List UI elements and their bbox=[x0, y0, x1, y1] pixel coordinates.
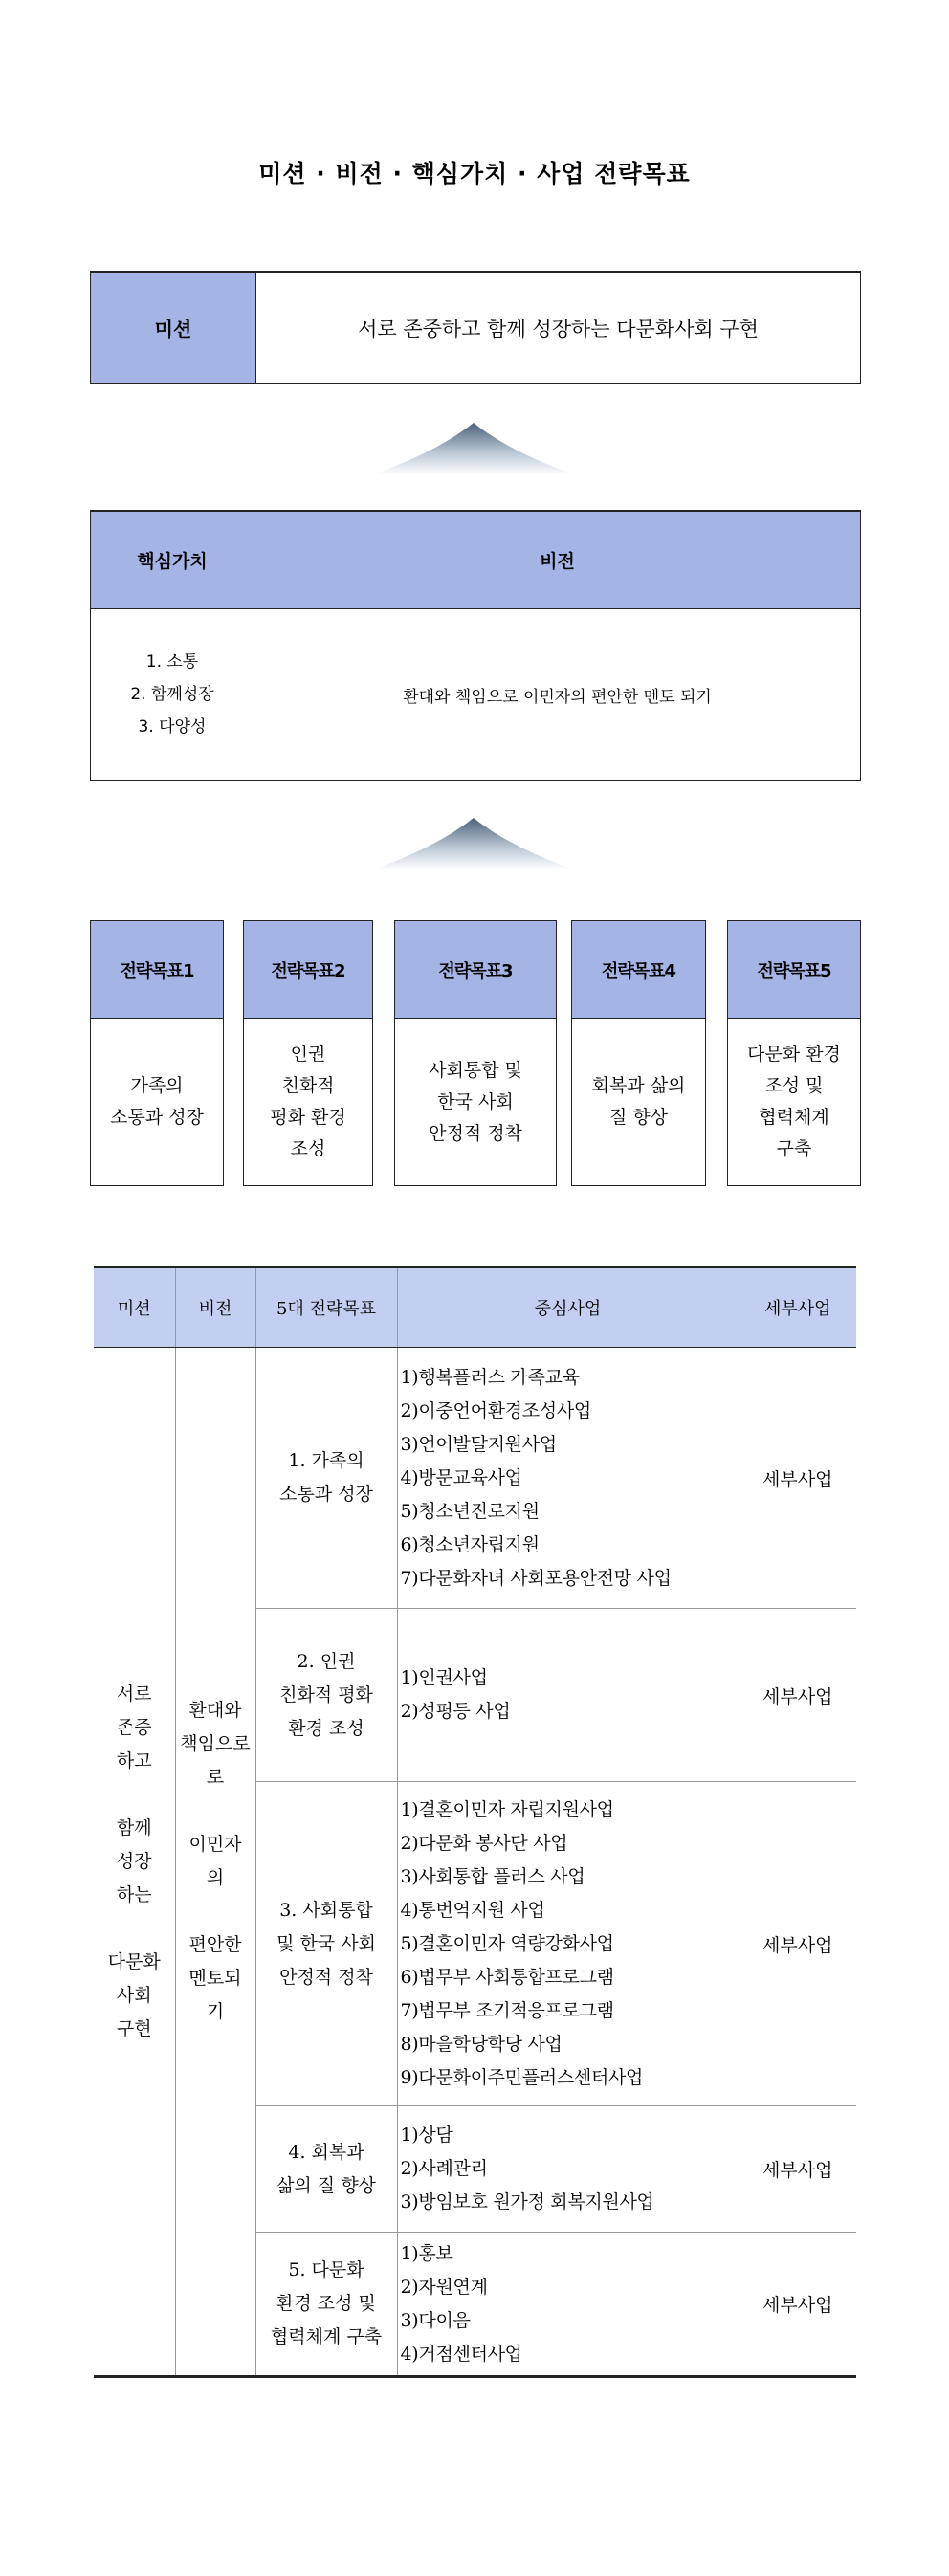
mission-box bbox=[90, 271, 861, 384]
project-item: 2)다문화 봉사단 사업 bbox=[400, 1832, 568, 1854]
project-item: 2)성평등 사업 bbox=[400, 1701, 511, 1722]
table-detail-cell: 세부사업 bbox=[739, 1609, 856, 1782]
table-mission-cell: 서로 존중 하고 함께 성장 하는 다문화 사회 구현 bbox=[107, 1683, 161, 2039]
goal-card-5 bbox=[727, 920, 861, 1186]
table-goal-cell: 2. 인권 친화적 평화 환경 조성 bbox=[255, 1609, 397, 1782]
project-item: 4)거점센터사업 bbox=[400, 2343, 522, 2365]
table-row bbox=[94, 1348, 856, 1609]
core-value-item: 1. 소통 bbox=[145, 652, 199, 672]
vision-header: 비전 bbox=[254, 512, 860, 609]
column-header-goals: 5대 전략목표 bbox=[255, 1267, 397, 1348]
up-arrow-icon bbox=[373, 816, 574, 870]
project-item: 3)다이음 bbox=[400, 2309, 471, 2331]
project-item: 6)법무부 사회통합프로그램 bbox=[400, 1966, 614, 1988]
goal-label: 전략목표4 bbox=[572, 921, 705, 1019]
goal-card-4 bbox=[571, 920, 706, 1186]
project-item: 3)사회통합 플러스 사업 bbox=[400, 1865, 585, 1887]
project-item: 9)다문화이주민플러스센터사업 bbox=[400, 2066, 644, 2088]
vision-text: 환대와 책임으로 이민자의 편안한 멘토 되기 bbox=[403, 687, 712, 707]
project-item: 2)자원연계 bbox=[400, 2276, 488, 2298]
project-item: 1)결혼이민자 자립지원사업 bbox=[400, 1798, 614, 1820]
table-vision-cell: 환대와 책임으로 로 이민자 의 편안한 멘토되 기 bbox=[175, 1348, 255, 2377]
project-item: 4)방문교육사업 bbox=[400, 1466, 522, 1488]
core-values-header: 핵심가치 bbox=[91, 512, 254, 609]
goal-label: 전략목표2 bbox=[244, 921, 372, 1019]
values-vision-box bbox=[90, 510, 861, 781]
project-item: 7)법무부 조기적응프로그램 bbox=[400, 1999, 614, 2021]
project-item: 5)결혼이민자 역량강화사업 bbox=[400, 1932, 614, 1954]
table-projects-cell bbox=[397, 2106, 739, 2233]
table-goal-cell: 1. 가족의 소통과 성장 bbox=[255, 1348, 397, 1609]
project-item: 1)홍보 bbox=[400, 2242, 453, 2264]
table-goal-cell: 3. 사회통합 및 한국 사회 안정적 정착 bbox=[255, 1782, 397, 2106]
core-value-item: 2. 함께성장 bbox=[130, 685, 214, 704]
strategy-table bbox=[94, 1266, 856, 2378]
project-item: 6)청소년자립지원 bbox=[400, 1533, 540, 1555]
table-detail-cell: 세부사업 bbox=[739, 2233, 856, 2377]
table-header-row bbox=[94, 1267, 856, 1348]
table-detail-cell: 세부사업 bbox=[739, 2106, 856, 2233]
goal-card-1 bbox=[90, 920, 224, 1186]
goal-text: 회복과 삶의 질 향상 bbox=[591, 1075, 686, 1128]
goal-text: 인권 친화적 평화 환경 조성 bbox=[270, 1044, 346, 1159]
table-projects-cell bbox=[397, 2233, 739, 2377]
project-item: 2)이중언어환경조성사업 bbox=[400, 1399, 591, 1421]
column-header-core-projects: 중심사업 bbox=[397, 1267, 739, 1348]
column-header-mission: 미션 bbox=[94, 1267, 175, 1348]
table-detail-cell: 세부사업 bbox=[739, 1782, 856, 2106]
project-item: 4)통번역지원 사업 bbox=[400, 1899, 545, 1921]
project-item: 1)상담 bbox=[400, 2125, 453, 2146]
project-item: 7)다문화자녀 사회포용안전망 사업 bbox=[400, 1567, 672, 1589]
goal-card-2 bbox=[243, 920, 373, 1186]
up-arrow-icon bbox=[373, 421, 574, 474]
goal-label: 전략목표5 bbox=[728, 921, 860, 1019]
table-goal-cell: 5. 다문화 환경 조성 및 협력체계 구축 bbox=[255, 2233, 397, 2377]
goal-text: 다문화 환경 조성 및 협력체계 구축 bbox=[747, 1044, 841, 1159]
table-detail-cell: 세부사업 bbox=[739, 1348, 856, 1609]
goal-text: 가족의 소통과 성장 bbox=[110, 1075, 204, 1128]
table-goal-cell: 4. 회복과 삶의 질 향상 bbox=[255, 2106, 397, 2233]
project-item: 1)행복플러스 가족교육 bbox=[400, 1366, 580, 1388]
core-value-item: 3. 다양성 bbox=[138, 717, 207, 737]
column-header-detail-projects: 세부사업 bbox=[739, 1267, 856, 1348]
column-header-vision: 비전 bbox=[175, 1267, 255, 1348]
goal-text: 사회통합 및 한국 사회 안정적 정착 bbox=[429, 1059, 522, 1144]
table-projects-cell bbox=[397, 1782, 739, 2106]
project-item: 1)인권사업 bbox=[400, 1667, 488, 1688]
page-title: 미션 · 비전 · 핵심가치 · 사업 전략목표 bbox=[258, 160, 691, 187]
project-item: 3)언어발달지원사업 bbox=[400, 1433, 557, 1455]
goal-label: 전략목표3 bbox=[395, 921, 556, 1019]
project-item: 3)방임보호 원가정 회복지원사업 bbox=[400, 2191, 654, 2213]
table-projects-cell bbox=[397, 1609, 739, 1782]
project-item: 8)마을학당학당 사업 bbox=[400, 2033, 563, 2055]
goal-card-3 bbox=[394, 920, 557, 1186]
mission-label: 미션 bbox=[91, 273, 256, 383]
core-values-list bbox=[91, 609, 254, 780]
project-item: 5)청소년진로지원 bbox=[400, 1500, 540, 1522]
project-item: 2)사례관리 bbox=[400, 2158, 488, 2179]
goal-label: 전략목표1 bbox=[91, 921, 223, 1019]
table-projects-cell bbox=[397, 1348, 739, 1609]
mission-text: 서로 존중하고 함께 성장하는 다문화사회 구현 bbox=[358, 317, 759, 341]
